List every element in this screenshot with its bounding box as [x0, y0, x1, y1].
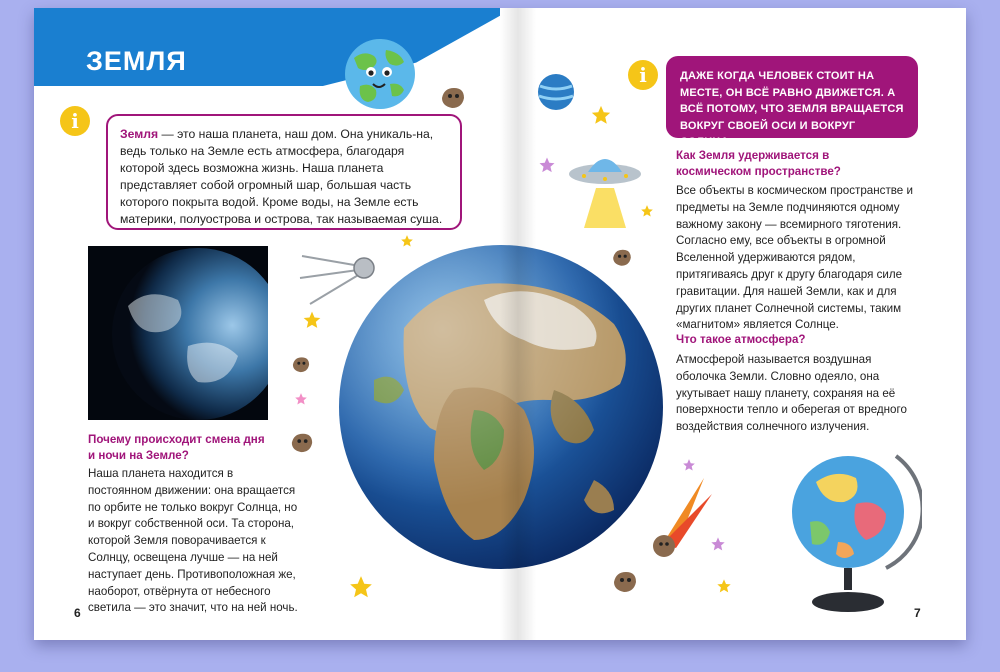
asteroid-icon [610, 246, 634, 268]
section-title-atmosphere: Что такое атмосфера? [676, 333, 806, 346]
star-icon [682, 458, 696, 472]
intro-text [120, 126, 450, 228]
asteroid-icon [290, 354, 312, 374]
section-text-atmosphere: Атмосферой называется воздушная оболочка Земли. Словно одеяло, она укутывает нашу планету, сохраняя на её поверхности тепло и оберегая от вредного воздействия солнечного излучения. [676, 353, 907, 434]
page-title: ЗЕМЛЯ [86, 46, 187, 76]
book-spread [34, 8, 966, 640]
page-number-left: 6 [74, 606, 81, 620]
ufo-icon [566, 144, 644, 232]
earth-mascot-icon [340, 36, 420, 112]
star-icon [710, 536, 726, 552]
planet-icon [536, 72, 576, 112]
section-title-gravity: Как Земля удерживается в космическом пространстве? [676, 149, 841, 178]
star-icon [348, 574, 374, 600]
intro-body: — это наша планета, наш дом. Она уникаль-на, ведь только на Земле есть атмосфера, благодаря которой здесь возможна жизнь. Наша планета представляет собой огромный шар, большая часть которого покрыта водой. Кроме воды, на Земле есть материки, полуострова и острова, так называемая суша. [120, 127, 443, 226]
star-icon [538, 156, 556, 174]
section-text-day-night: Наша планета находится в постоянном движении: она вращается по орбите не только вокруг Солнца, но и вокруг собственной оси. Та сторона, которой Земля поворачивается к Солнцу, освещена лучше — на ней наступает день. Противоположная же, наоборот, отвёрнута от небесного светила — это значит, что на ней ночь. [88, 467, 298, 615]
info-icon: i [628, 60, 658, 90]
fun-fact-box [666, 56, 918, 148]
comet-icon [644, 472, 720, 562]
section-text-gravity: Все объекты в космическом пространстве и предметы на Земле подчиняются одному важному закону — всемирного тяготения. Согласно ему, все объекты в огромной Вселенной удерживаются рядом, притягиваясь друг к другу благодаря силе гравитации. Для нашей Земли, как и для других планет Солнечной системы, таким «магнитом» является Солнце. [676, 184, 913, 332]
section-title-day-night: Почему происходит смена дня и ночи на Земле? [88, 433, 265, 462]
earth-photo [88, 246, 268, 420]
asteroid-icon [438, 84, 468, 110]
star-icon [590, 104, 612, 126]
intro-bubble [106, 114, 462, 230]
intro-lead-word: Земля [120, 127, 159, 141]
fun-fact-text: ДАЖЕ КОГДА ЧЕЛОВЕК СТОИТ НА МЕСТЕ, ОН ВСЁ РАВНО ДВИЖЕТСЯ. А ВСЁ ПОТОМУ, ЧТО ЗЕМЛЯ ВРАЩАЕТСЯ ВОКРУГ СВОЕЙ ОСИ И ВОКРУГ СОЛНЦА. [680, 70, 904, 148]
star-icon [294, 392, 308, 406]
page-number-right: 7 [914, 606, 921, 620]
asteroid-icon [610, 568, 640, 594]
star-icon [302, 310, 322, 330]
earth-photo-image [88, 246, 268, 420]
info-icon: i [60, 106, 90, 136]
asteroid-icon [288, 430, 316, 454]
desk-globe-icon [786, 442, 922, 618]
star-icon [716, 578, 732, 594]
earth-globe-image [334, 240, 668, 574]
